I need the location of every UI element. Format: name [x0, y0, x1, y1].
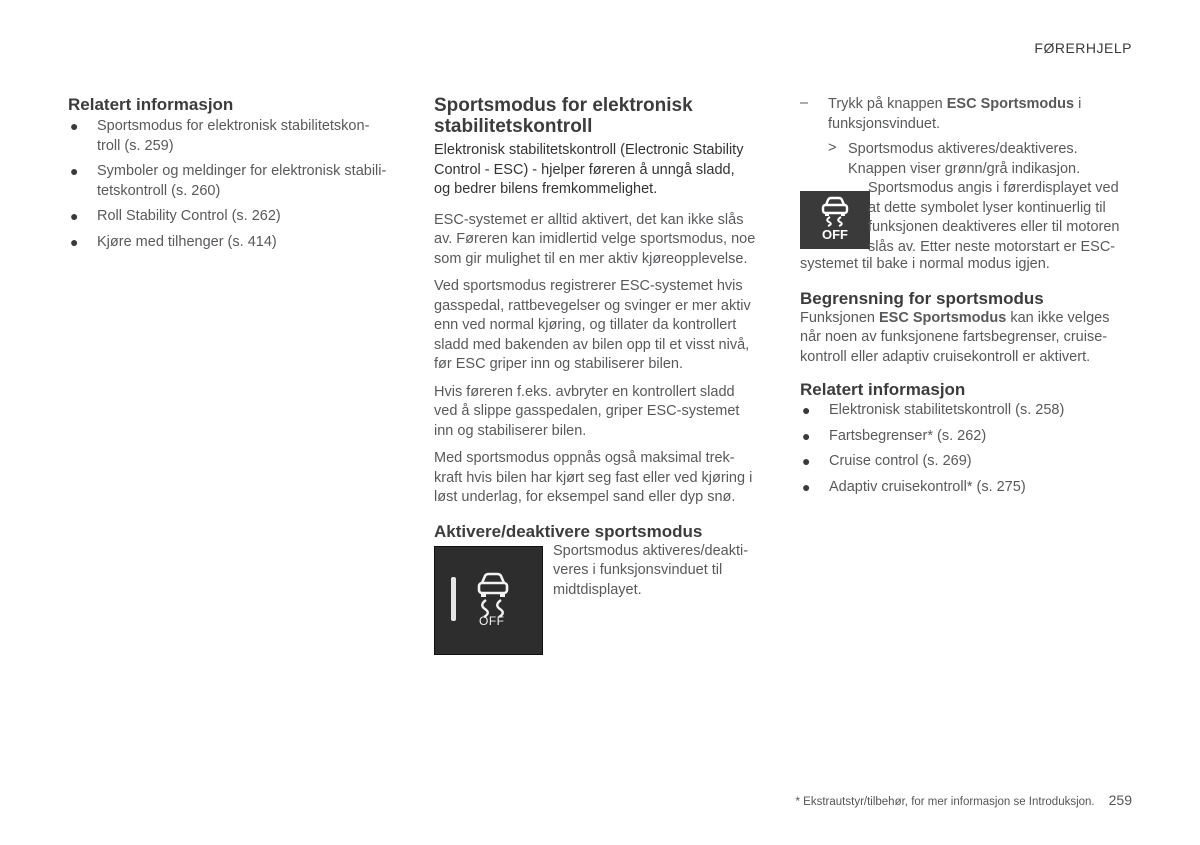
column-related-info — [68, 95, 403, 258]
result-item — [800, 140, 1135, 179]
list-item[interactable]: ● Kjøre med tilhenger (s. 414) — [68, 233, 403, 253]
related-info-heading: Relatert informasjon — [68, 95, 234, 114]
esc-sport-button-image — [434, 546, 543, 655]
paragraph: Hvis føreren f.eks. avbryter en kontrollert sladd ved å slippe gasspedalen, griper ESC-systemet inn og stabiliserer bilen. — [434, 383, 740, 439]
footnote — [796, 792, 1132, 808]
limit-heading: Begrensning for sportsmodus — [800, 288, 1044, 308]
bullet-icon: ● — [802, 453, 811, 469]
column-main-article — [434, 95, 769, 658]
list-item[interactable]: ● Adaptiv cruisekontroll* (s. 275) — [800, 478, 1135, 498]
off-label: OFF — [822, 227, 848, 242]
paragraph: ESC-systemet er alltid aktivert, det kan ikke slås av. Føreren kan imidlertid velge sportsmodus, noe som gir mulighet til en mer aktiv kjøreopplevelse. — [434, 211, 756, 267]
off-indicator-block — [800, 180, 1135, 265]
off-label: OFF — [479, 613, 505, 628]
footnote-text: * Ekstrautstyr/tilbehør, for mer informasjon se Introduksjon. — [795, 796, 1095, 808]
list-item[interactable]: ● Cruise control (s. 269) — [800, 452, 1135, 472]
list-item[interactable]: ● Fartsbegrenser* (s. 262) — [800, 427, 1135, 447]
article-title: Sportsmodus for elektronisk stabilitetskontroll — [434, 95, 693, 137]
bullet-icon: ● — [802, 427, 811, 444]
column-steps — [800, 95, 1135, 503]
list-item[interactable]: ● Elektronisk stabilitetskontroll (s. 258) — [800, 401, 1135, 421]
off-indicator-text-tail: systemet til bake i normal modus igjen. — [800, 256, 1050, 272]
activate-text: Sportsmodus aktiveres/deakti- veres i funksjonsvinduet til midtdisplayet. — [553, 542, 749, 598]
related-info-heading: Relatert informasjon — [800, 380, 966, 399]
off-indicator-text: Sportsmodus angis i førerdisplayet ved at dette symbolet lyser kontinuerlig til funksjonen deaktiveres eller til motoren slås av. Etter neste motorstart er ESC- — [868, 180, 1120, 255]
list-item[interactable]: ● Roll Stability Control (s. 262) — [68, 207, 403, 227]
section-title: FØRERHJELP — [1034, 40, 1132, 56]
activate-block — [434, 542, 769, 658]
esc-sportsmodus-label: ESC Sportsmodus — [946, 96, 1075, 112]
bullet-icon: ● — [70, 208, 79, 224]
result-marker: > — [828, 140, 837, 156]
step-text: Trykk på knappen ESC Sportsmodus i funksjonsvinduet. — [828, 96, 1082, 132]
limit-text: Funksjonen ESC Sportsmodus kan ikke velges når noen av funksjonene fartsbegrenser, cruise- kontroll eller adaptiv cruisekontroll er aktivert. — [800, 309, 1110, 365]
related-info-list — [68, 117, 403, 252]
esc-off-icon — [800, 191, 870, 249]
dash-marker: – — [800, 95, 809, 111]
bullet-icon: ● — [70, 233, 79, 250]
related-info-list — [800, 401, 1135, 497]
car-skid-icon — [473, 569, 513, 619]
indicator-bar — [451, 577, 456, 621]
car-skid-icon — [818, 195, 852, 227]
paragraph: Med sportsmodus oppnås også maksimal trek- kraft hvis bilen har kjørt seg fast eller ved kjøring i løst underlag, for eksempel sand eller dyp snø. — [434, 450, 753, 505]
page-number: 259 — [1108, 792, 1132, 808]
bullet-icon: ● — [802, 402, 811, 418]
paragraph: Ved sportsmodus registrerer ESC-systemet hvis gasspedal, rattbevegelser og svinger er mer aktiv enn ved normal kjøring, og tillater da kontrollert sladd med bakenden av bilen opp til et visst nivå, før ESC griper inn og stabiliserer bilen. — [434, 278, 751, 372]
activate-heading: Aktivere/deaktivere sportsmodus — [434, 521, 703, 541]
list-item[interactable]: ● Sportsmodus for elektronisk stabilitetskon- troll (s. 259) — [70, 118, 370, 154]
bullet-icon: ● — [802, 478, 811, 495]
step-item — [800, 95, 1135, 134]
bullet-icon: ● — [70, 163, 79, 179]
result-text: Sportsmodus aktiveres/deaktiveres. Knappen viser grønn/grå indikasjon. — [848, 141, 1081, 177]
esc-sportsmodus-label: ESC Sportsmodus — [879, 309, 1007, 326]
bullet-icon: ● — [70, 118, 79, 134]
article-lead: Elektronisk stabilitetskontroll (Electronic Stability Control - ESC) - hjelper føreren å unngå sladd, og bedrer bilens fremkommelighet. — [434, 142, 744, 197]
list-item[interactable]: ● Symboler og meldinger for elektronisk stabili- tetskontroll (s. 260) — [70, 163, 387, 199]
